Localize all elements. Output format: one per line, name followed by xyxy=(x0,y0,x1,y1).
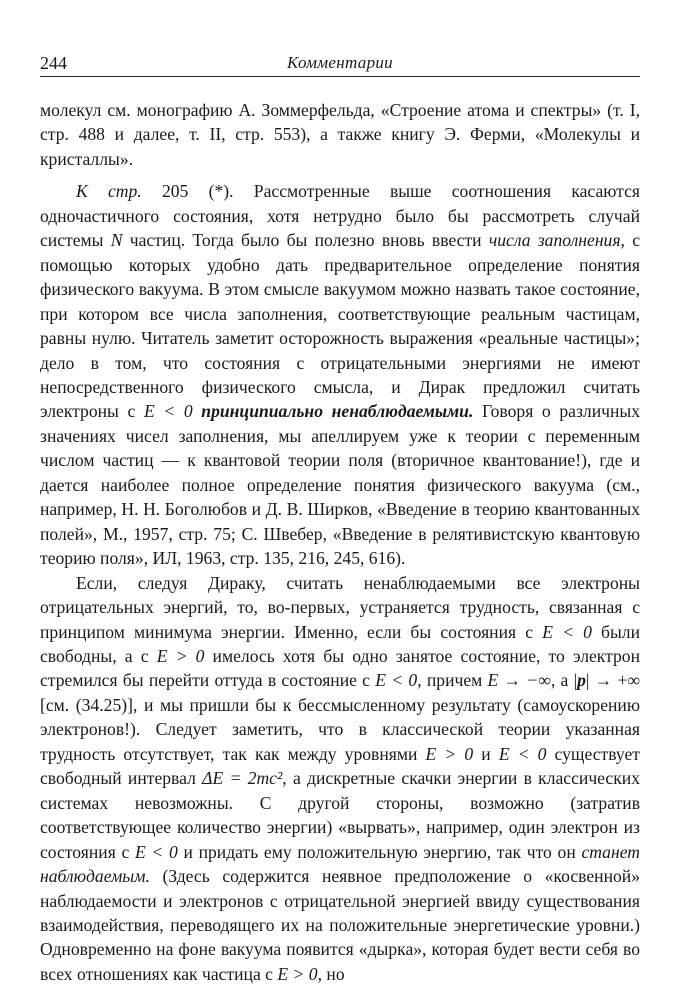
math-condition: E < 0 xyxy=(375,670,418,691)
term-italic: числа заполнения xyxy=(488,230,621,251)
math-momentum-vector: p xyxy=(577,670,586,691)
text-run: , но xyxy=(317,963,345,984)
paragraph-text: молекул см. монографию А. Зоммерфельда, «Строение атома и спектры» (т. I, стр. 488 и далее, т. II, стр. 553), а также книгу Э. Ферми, «Молекулы и кристаллы». xyxy=(40,100,640,169)
text-run: и xyxy=(473,743,499,764)
emphasis-bold-italic: принципиально ненаблюдаемыми. xyxy=(201,401,474,422)
page-reference: К стр. xyxy=(76,181,142,202)
text-run: , с помощью которых удобно дать предварительное определение понятия физического вакуума. В этом смысле вакуумом можно назвать такое состояние, при котором все числа заполнения, соответствующие реальным частицам, равны нулю. Читатель заметит осторожность выражения «реальные частицы»; дело в том, что состояния с отрицательными энергиями не имеют непосредственного физического смысла, и Дирак предложил считать электроны с xyxy=(40,230,640,422)
math-limit: E → −∞ xyxy=(487,670,551,691)
math-abs-close: | → +∞ xyxy=(585,670,640,691)
text-run: , причем xyxy=(417,670,488,691)
page-body xyxy=(40,98,640,986)
math-energy-gap: ΔE = 2mc² xyxy=(202,768,283,789)
text-run: (Здесь содержится неявное предположение о «косвенной» наблюдаемости и электронов с отрицательной энергией ввиду существования взаимодействия, переводящего их на положительные энергетические уровни.) Одновременно на фоне вакуума появится «дырка», которая будет вести себя во всех отношениях как частица с xyxy=(40,866,640,984)
paragraph-dirac xyxy=(40,571,640,987)
math-condition: E < 0 xyxy=(134,841,178,862)
math-condition: E < 0 xyxy=(498,743,547,764)
text-run: существует свободный интервал xyxy=(40,743,640,789)
text-run: имелось хотя бы одно занятое состояние, то электрон стремился бы перейти оттуда в состояние с xyxy=(40,645,641,691)
text-run: , а дискретные скачки энергии в классических системах невозможны. С другой стороны, возможно (затратив соответствующее количество энергии) «вырвать», например, один электрон из состояния с xyxy=(40,768,640,862)
math-abs-open: | xyxy=(573,670,578,691)
text-run: 205 (*). Рассмотренные выше соотношения касаются одночастичного состояния, хотя нетрудно было бы рассмотреть случай системы xyxy=(40,181,640,251)
math-variable: N xyxy=(110,230,123,251)
paragraph-continuation xyxy=(40,98,640,171)
header-rule xyxy=(40,76,640,77)
math-condition: E > 0 xyxy=(277,963,318,984)
text-run: и придать ему положительную энергию, так что он xyxy=(177,841,582,862)
text-run: , а xyxy=(550,670,574,691)
text-run: [см. (34.25)], и мы пришли бы к бессмысленному результату (самоускорению электронов!). Следует заметить, что в классической теории указанная трудность отсутствует, так как между уровнями xyxy=(40,694,640,764)
page-number: 244 xyxy=(40,53,67,73)
math-condition: E > 0 xyxy=(425,743,474,764)
math-condition: E < 0 xyxy=(542,621,592,642)
paragraph-comment xyxy=(40,179,640,570)
text-run: были свободны, а с xyxy=(40,621,640,666)
math-condition: E < 0 xyxy=(143,401,193,422)
running-title: Комментарии xyxy=(287,53,393,72)
emphasis-italic: станет наблюдаемым. xyxy=(40,841,640,887)
text-run: Если, следуя Дираку, считать ненаблюдаемыми все электроны отрицательных энергий, то, во-первых, устраняется трудность, связанная с принципом минимума энергии. Именно, если бы состояния с xyxy=(40,572,640,642)
text-run: частиц. Тогда было бы полезно вновь ввести xyxy=(122,230,489,251)
page-header xyxy=(40,50,640,74)
text-run xyxy=(193,401,202,421)
math-condition: E > 0 xyxy=(156,645,205,666)
text-run: Говоря о различных значениях чисел заполнения, мы апеллируем уже к теории с переменным числом частиц — к квантовой теории поля (вторичное квантование!), где и дается наиболее полное определение понятия физического вакуума (см., например, Н. Н. Боголюбов и Д. В. Ширков, «Введение в теорию квантованных полей», М., 1957, стр. 75; С. Швебер, «Введение в релятивистскую квантовую теорию поля», ИЛ, 1963, стр. 135, 216, 245, 616). xyxy=(40,401,640,569)
